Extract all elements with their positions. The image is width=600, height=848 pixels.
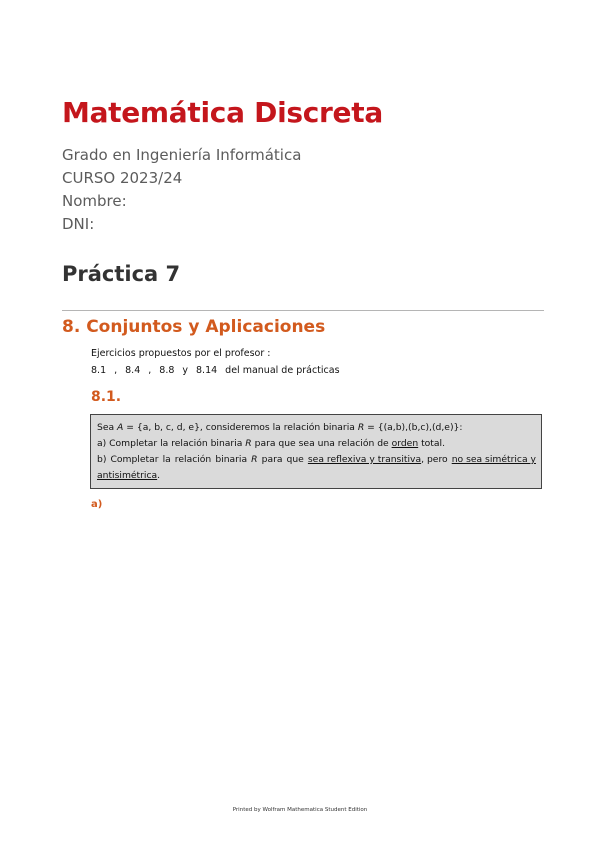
exercise-ref: 8.14 [196, 365, 218, 376]
practica-title: Práctica 7 [62, 262, 181, 286]
print-footer: Printed by Wolfram Mathematica Student Edition [232, 807, 368, 813]
exercise-ref: 8.8 [159, 365, 175, 376]
relation-symbol: R [245, 438, 252, 449]
exercise-ref: 8.4 [125, 365, 141, 376]
text-run: que [286, 454, 304, 465]
document-title: Matemática Discreta [62, 96, 383, 129]
text-run: para [261, 454, 283, 465]
text-run: relación [174, 454, 212, 465]
set-symbol: A [117, 422, 124, 433]
exercises-intro: Ejercicios propuestos por el profesor : [91, 348, 271, 359]
text-run: para que sea una relación de [251, 438, 392, 449]
problem-line-3 [97, 452, 536, 468]
exercise-list [91, 365, 340, 376]
text-run: , pero [421, 454, 448, 465]
problem-line-2 [97, 436, 536, 452]
text-run: total. [418, 438, 446, 449]
problem-statement-box [90, 414, 542, 489]
relation-symbol: R [357, 422, 365, 433]
section-divider [62, 310, 544, 311]
exercise-separator: , [114, 365, 118, 376]
text-run: Sea [97, 422, 118, 433]
text-run: b) [97, 454, 107, 465]
relation-symbol: R [251, 454, 258, 465]
problem-line-4 [97, 468, 536, 484]
underlined-term: no sea simétrica y [451, 454, 536, 465]
text-run: = {(a,b),(b,c),(d,e)}: [364, 422, 463, 433]
part-a-heading: a) [91, 499, 103, 510]
underlined-term: antisimétrica [97, 470, 158, 481]
section-title: 8. Conjuntos y Aplicaciones [62, 317, 326, 337]
text-run: . [157, 470, 161, 481]
exercise-ref: 8.1 [91, 365, 107, 376]
name-label: Nombre: [62, 192, 127, 210]
problem-line-1 [97, 420, 536, 436]
exercise-suffix: del manual de prácticas [225, 365, 340, 376]
text-run: a) Completar la relación binaria [97, 438, 246, 449]
text-run: = {a, b, c, d, e}, consideremos la relación binaria [123, 422, 358, 433]
text-run: Completar [110, 454, 159, 465]
exercise-separator: , [148, 365, 152, 376]
dni-label: DNI: [62, 215, 95, 233]
exercise-heading: 8.1. [91, 389, 122, 405]
course-line: CURSO 2023/24 [62, 169, 183, 187]
exercise-separator: y [182, 365, 189, 376]
degree-line: Grado en Ingeniería Informática [62, 146, 302, 164]
underlined-term: sea reflexiva y transitiva [307, 454, 422, 465]
text-run: binaria [215, 454, 248, 465]
text-run: la [162, 454, 171, 465]
underlined-term: orden [391, 438, 419, 449]
